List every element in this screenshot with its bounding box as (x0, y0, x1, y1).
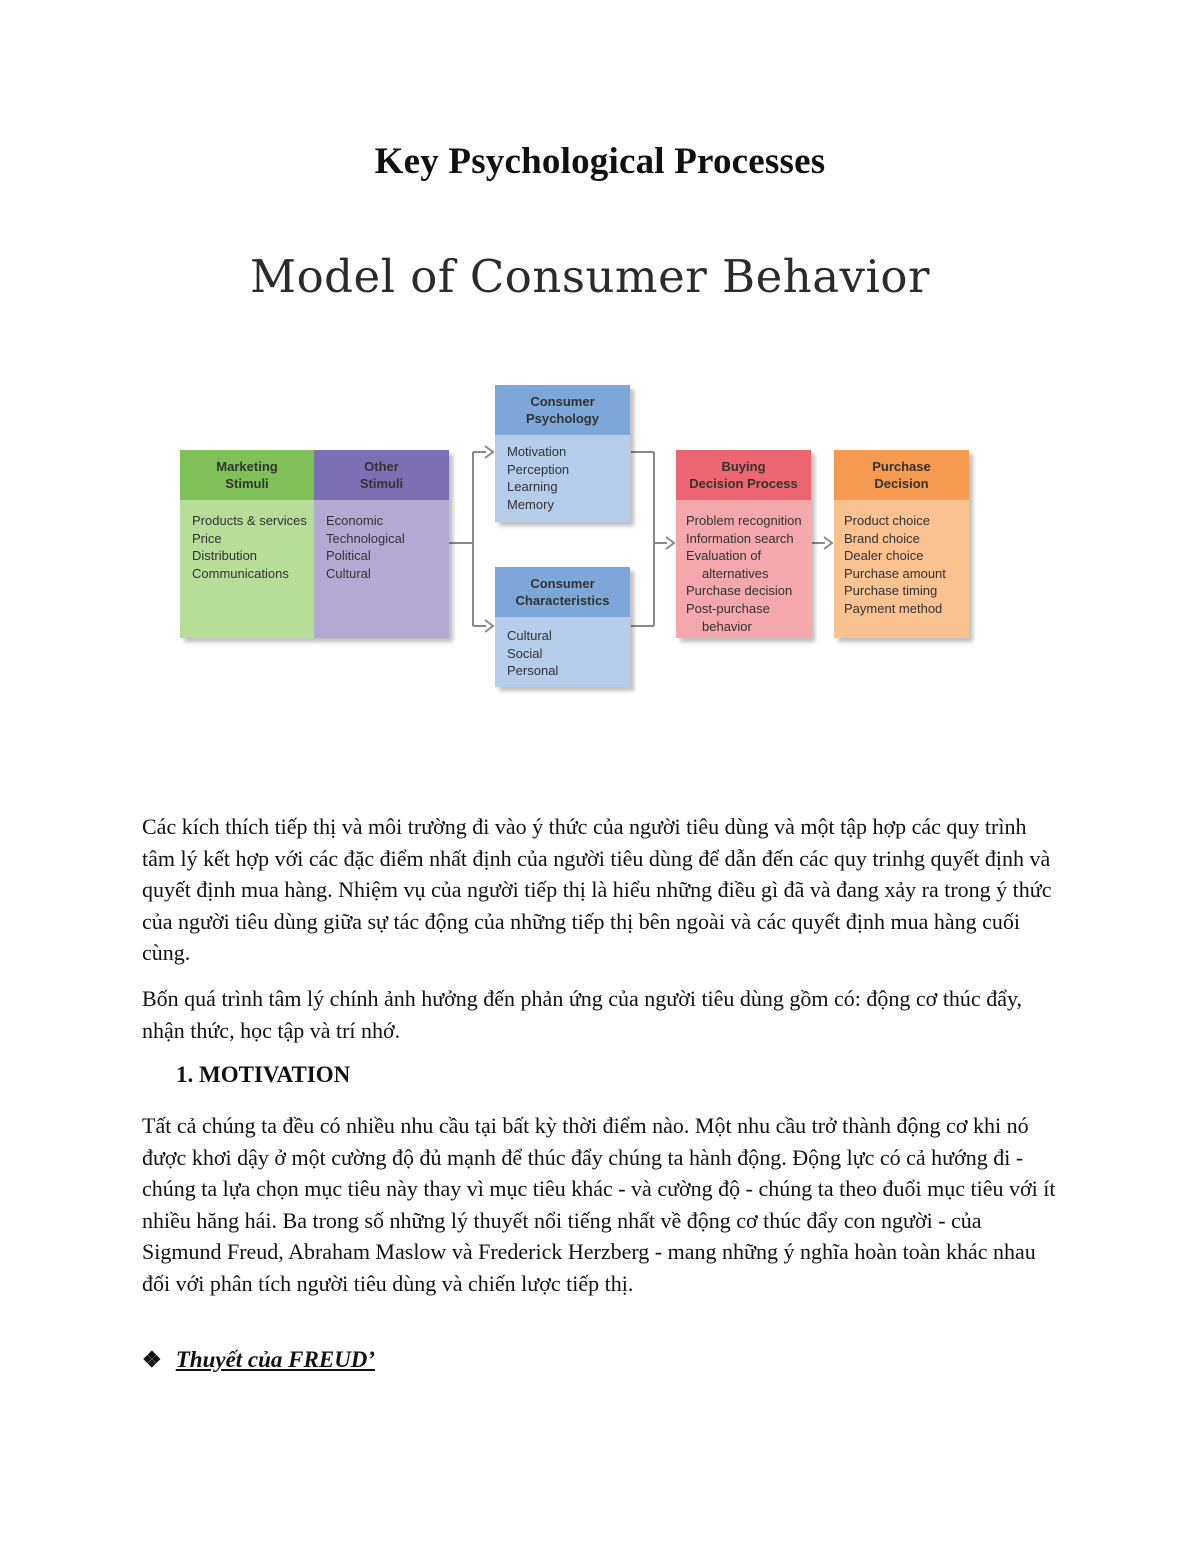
arrowhead (485, 620, 493, 632)
header-line: Marketing (216, 459, 278, 474)
list-item: alternatives (702, 565, 769, 581)
document-title: Key Psychological Processes (374, 141, 826, 182)
list-item: Purchase amount (844, 565, 946, 581)
consumer-characteristics-box (495, 567, 630, 687)
list-item: Evaluation of (686, 548, 762, 564)
list-item: Perception (507, 461, 570, 477)
list-item: Purchase timing (844, 583, 938, 599)
arrowhead (666, 537, 674, 549)
subheading-freud (142, 1347, 375, 1373)
arrowhead (824, 537, 832, 549)
list-item: Dealer choice (844, 548, 924, 564)
purchase-decision-header (834, 450, 969, 500)
marketing-stimuli-box (180, 450, 314, 638)
list-item: Purchase decision (686, 583, 793, 599)
marketing-stimuli-header (180, 450, 314, 500)
list-item: Problem recognition (686, 513, 802, 528)
buying-decision-process-header (676, 450, 811, 500)
header-line: Stimuli (359, 476, 404, 491)
section-heading-motivation: 1. MOTIVATION (176, 1062, 351, 1087)
header-line: Consumer (530, 394, 595, 409)
list-item: Motivation (507, 444, 567, 459)
figure-title: Model of Consumer Behavior (250, 250, 930, 303)
list-item: Cultural (507, 628, 552, 643)
list-item: Social (507, 645, 543, 661)
list-item: Brand choice (844, 530, 920, 546)
buying-decision-process-box (676, 450, 811, 638)
list-item: Product choice (844, 513, 930, 528)
list-item: Technological (326, 530, 405, 546)
header-line: Decision (874, 476, 929, 491)
subheading-text: Thuyết của FREUD’ (175, 1347, 376, 1372)
list-item: Payment method (844, 600, 943, 616)
purchase-decision-box (834, 450, 969, 638)
header-line: Other (364, 459, 399, 474)
list-item: Post-purchase (686, 600, 770, 616)
list-item: Communications (192, 565, 289, 581)
list-item: Economic (326, 513, 384, 528)
paragraph-intro: Các kích thích tiếp thị và môi trường đi vào ý thức của người tiêu dùng và một tập hợp các quy trình tâm lý kết hợp với các đặc điểm nhất định của người tiêu dùng để dẫn đến các quy trinhg quyết định và quyết định mua hàng. Nhiệm vụ của người tiếp thị là hiểu những điều gì đã và đang xảy ra trong ý thức của người tiêu dùng giữa sự tác động của những tiếp thị bên ngoài và các quyết định mua hàng cuối cùng. (142, 814, 1052, 965)
list-item: Information search (686, 530, 794, 546)
arrowhead (485, 446, 493, 458)
list-item: Products & services (192, 513, 307, 528)
header-line: Characteristics (515, 593, 610, 608)
header-line: Consumer (530, 576, 595, 591)
list-item: Learning (507, 479, 558, 495)
list-item: Personal (507, 663, 559, 679)
list-item: Political (326, 548, 371, 564)
paragraph-four-processes: Bốn quá trình tâm lý chính ảnh hưởng đến phản ứng của người tiêu dùng gồm có: động cơ thúc đẩy, nhận thức, học tập và trí nhớ. (142, 986, 1023, 1043)
list-item: Price (192, 530, 222, 546)
header-line: Stimuli (225, 476, 269, 491)
header-line: Buying (721, 459, 766, 474)
list-item: Distribution (192, 548, 258, 564)
header-line: Purchase (872, 459, 931, 474)
header-line: Psychology (526, 411, 599, 426)
header-line: Decision Process (689, 476, 798, 491)
consumer-psychology-box (495, 385, 630, 522)
other-stimuli-header (314, 450, 449, 500)
diamond-bullet-icon: ❖ (142, 1347, 162, 1372)
consumer-characteristics-header (495, 567, 630, 617)
list-item: Memory (507, 496, 554, 512)
list-item: behavior (702, 618, 752, 634)
paragraph-motivation: Tất cả chúng ta đều có nhiều nhu cầu tại bất kỳ thời điểm nào. Một nhu cầu trở thành động cơ khi nó được khơi dậy ở một cường độ đủ mạnh để thúc đẩy chúng ta hành động. Động lực có cả hướng đi - chúng ta lựa chọn mục tiêu này thay vì mục tiêu khác - và cường độ - chúng ta theo đuổi mục tiêu với ít nhiều hăng hái. Ba trong số những lý thuyết nổi tiếng nhất về động cơ thúc đẩy con người - của Sigmund Freud, Abraham Maslow và Frederick Herzberg - mang những ý nghĩa hoàn toàn khác nhau đối với phân tích người tiêu dùng và chiến lược tiếp thị. (142, 1113, 1056, 1296)
consumer-psychology-header (495, 385, 630, 435)
other-stimuli-box (314, 450, 449, 638)
list-item: Cultural (326, 565, 371, 581)
